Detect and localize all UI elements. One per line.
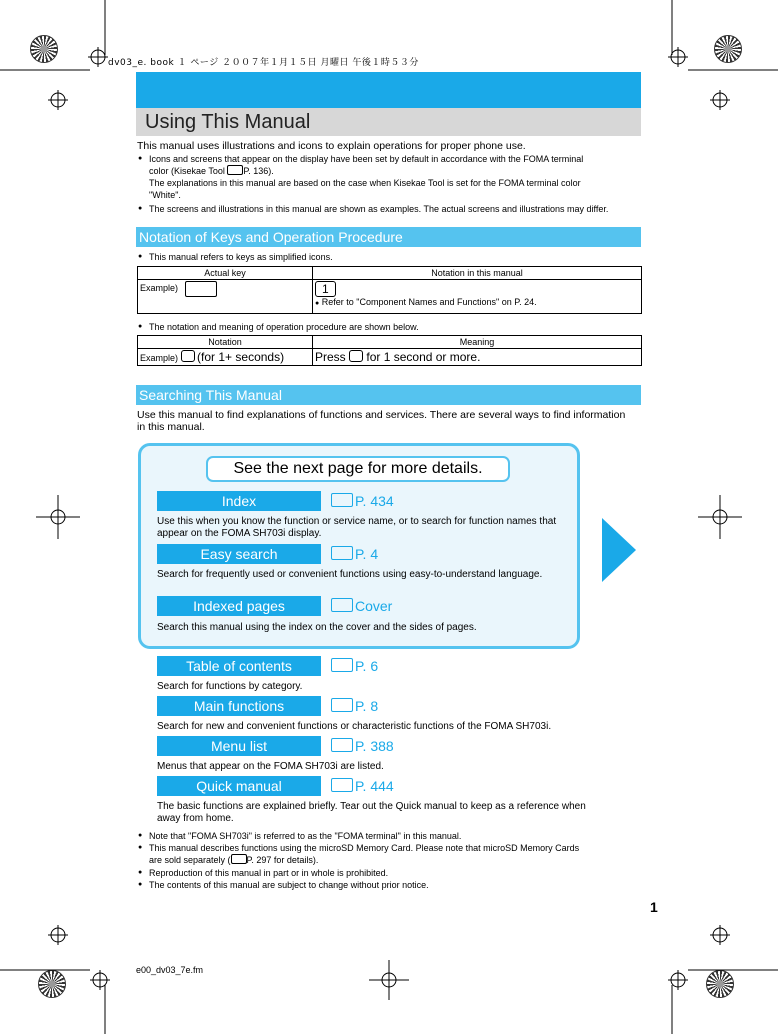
search-description: Search for new and convenient functions or characteristic functions of the FOMA SH703i. [157,721,552,732]
key-notation-table [137,266,642,314]
page-reference-text: P. 6 [355,658,379,674]
intro-bullet-text: The explanations in this manual are based on the case when Kisekae Tool is set for the FOMA terminal color [149,178,581,188]
reference-icon [227,165,243,175]
intro-bullet: ● The screens and illustrations in this manual are shown as examples. The actual screens and illustrations may differ. [149,203,644,215]
table-cell [313,349,642,366]
reference-icon [331,658,353,672]
meaning-text: for 1 second or more. [366,350,481,364]
reference-icon [331,698,353,712]
search-description: Search this manual using the index on the cover and the sides of pages. [157,622,477,633]
page-reference-text: P. 444 [355,778,394,794]
page-reference-text: P. 388 [355,738,394,754]
call-key-icon [181,350,195,362]
search-description: Use this when you know the function or service name, or to search for function names that appear on the FOMA SH703i display. [157,516,557,539]
page-reference-text: P. 4 [355,546,379,562]
example-label: Example) [140,353,179,363]
reference-icon [331,546,353,560]
search-label-index: Index [157,491,321,511]
search-label-main-functions: Main functions [157,696,321,716]
footer-filename: e00_dv03_7e.fm [136,965,204,975]
reference-icon [331,598,353,612]
key-icon-1: 1 [315,281,336,297]
notation-text: (for 1+ seconds) [197,350,285,364]
example-label: Example) [140,283,179,293]
page-reference [331,776,394,796]
search-label-quick-manual: Quick manual [157,776,321,796]
reference-icon [231,854,247,864]
search-description: The basic functions are explained briefly. Tear out the Quick manual to keep as a reference when away from home. [157,801,586,824]
intro-bullet-text: "White". [149,190,181,200]
page-reference [331,491,394,511]
intro-bullet-text: P. 136). [243,166,274,176]
footnote: ● Note that "FOMA SH703i" is referred to as the "FOMA terminal" in this manual. [149,830,461,842]
intro-bullet-text: color (Kisekae Tool [149,166,225,176]
running-head: dv03_e. book １ ページ ２００７年１月１５日 月曜日 午後１時５３分 [108,58,419,68]
phone-key-image [185,281,217,297]
page-reference [331,656,378,676]
reference-icon [331,778,353,792]
searching-lead: Use this manual to find explanations of functions and services. There are several ways to find information in this manual. [137,409,626,433]
page-title: Using This Manual [145,111,311,133]
intro-bullet [149,153,644,201]
section-heading-text: Searching This Manual [139,387,282,403]
table-cell [138,349,313,366]
page-reference-text: P. 434 [355,493,394,509]
intro-bullet-text: Icons and screens that appear on the display have been set by default in accordance with the FOMA terminal [149,154,584,164]
page-reference [331,596,392,616]
footnote [149,842,644,866]
table-header: Notation [138,336,313,349]
search-description: Search for functions by category. [157,681,303,692]
section-heading-notation [136,227,641,247]
page-reference-text: Cover [355,598,393,614]
search-label-table-of-contents: Table of contents [157,656,321,676]
table-cell [138,280,313,314]
chapter-color-bar [136,72,641,108]
page-reference [331,696,378,716]
call-key-icon [349,350,363,362]
meaning-text: Press [315,350,346,364]
section-heading-searching [136,385,641,405]
search-description: Search for frequently used or convenient functions using easy-to-understand language. [157,569,543,580]
reference-icon [331,493,353,507]
search-description: Menus that appear on the FOMA SH703i are listed. [157,761,384,772]
next-page-callout: See the next page for more details. [206,456,510,482]
search-label-indexed-pages: Indexed pages [157,596,321,616]
next-page-arrow [602,518,636,582]
page-reference [331,544,378,564]
footnote: ● Reproduction of this manual in part or in whole is prohibited. [149,867,388,879]
intro-lead: This manual uses illustrations and icons to explain operations for proper phone use. [137,140,526,152]
table-header: Actual key [138,267,313,280]
search-label-menu-list: Menu list [157,736,321,756]
refer-text: Refer to "Component Names and Functions" on P. 24. [321,297,537,307]
page-number: 1 [650,899,658,915]
notation-note: ● The notation and meaning of operation procedure are shown below. [149,321,419,333]
section-heading-text: Notation of Keys and Operation Procedure [139,229,403,245]
footnote-text: are sold separately ( [149,855,231,865]
operation-notation-table [137,335,642,366]
page-reference-text: P. 8 [355,698,379,714]
table-cell [313,280,642,314]
reference-icon [331,738,353,752]
search-label-easy-search: Easy search [157,544,321,564]
footnote-text: P. 297 for details). [246,855,319,865]
table-header: Meaning [313,336,642,349]
page-title-bar [136,108,641,136]
footnote-text: This manual describes functions using the microSD Memory Card. Please note that microSD Memory Cards [149,843,580,853]
table-header: Notation in this manual [313,267,642,280]
bullet-dot: ● [315,300,320,307]
notation-note: ● This manual refers to keys as simplified icons. [149,251,333,263]
page-reference [331,736,394,756]
footnote: ● The contents of this manual are subject to change without prior notice. [149,879,429,891]
